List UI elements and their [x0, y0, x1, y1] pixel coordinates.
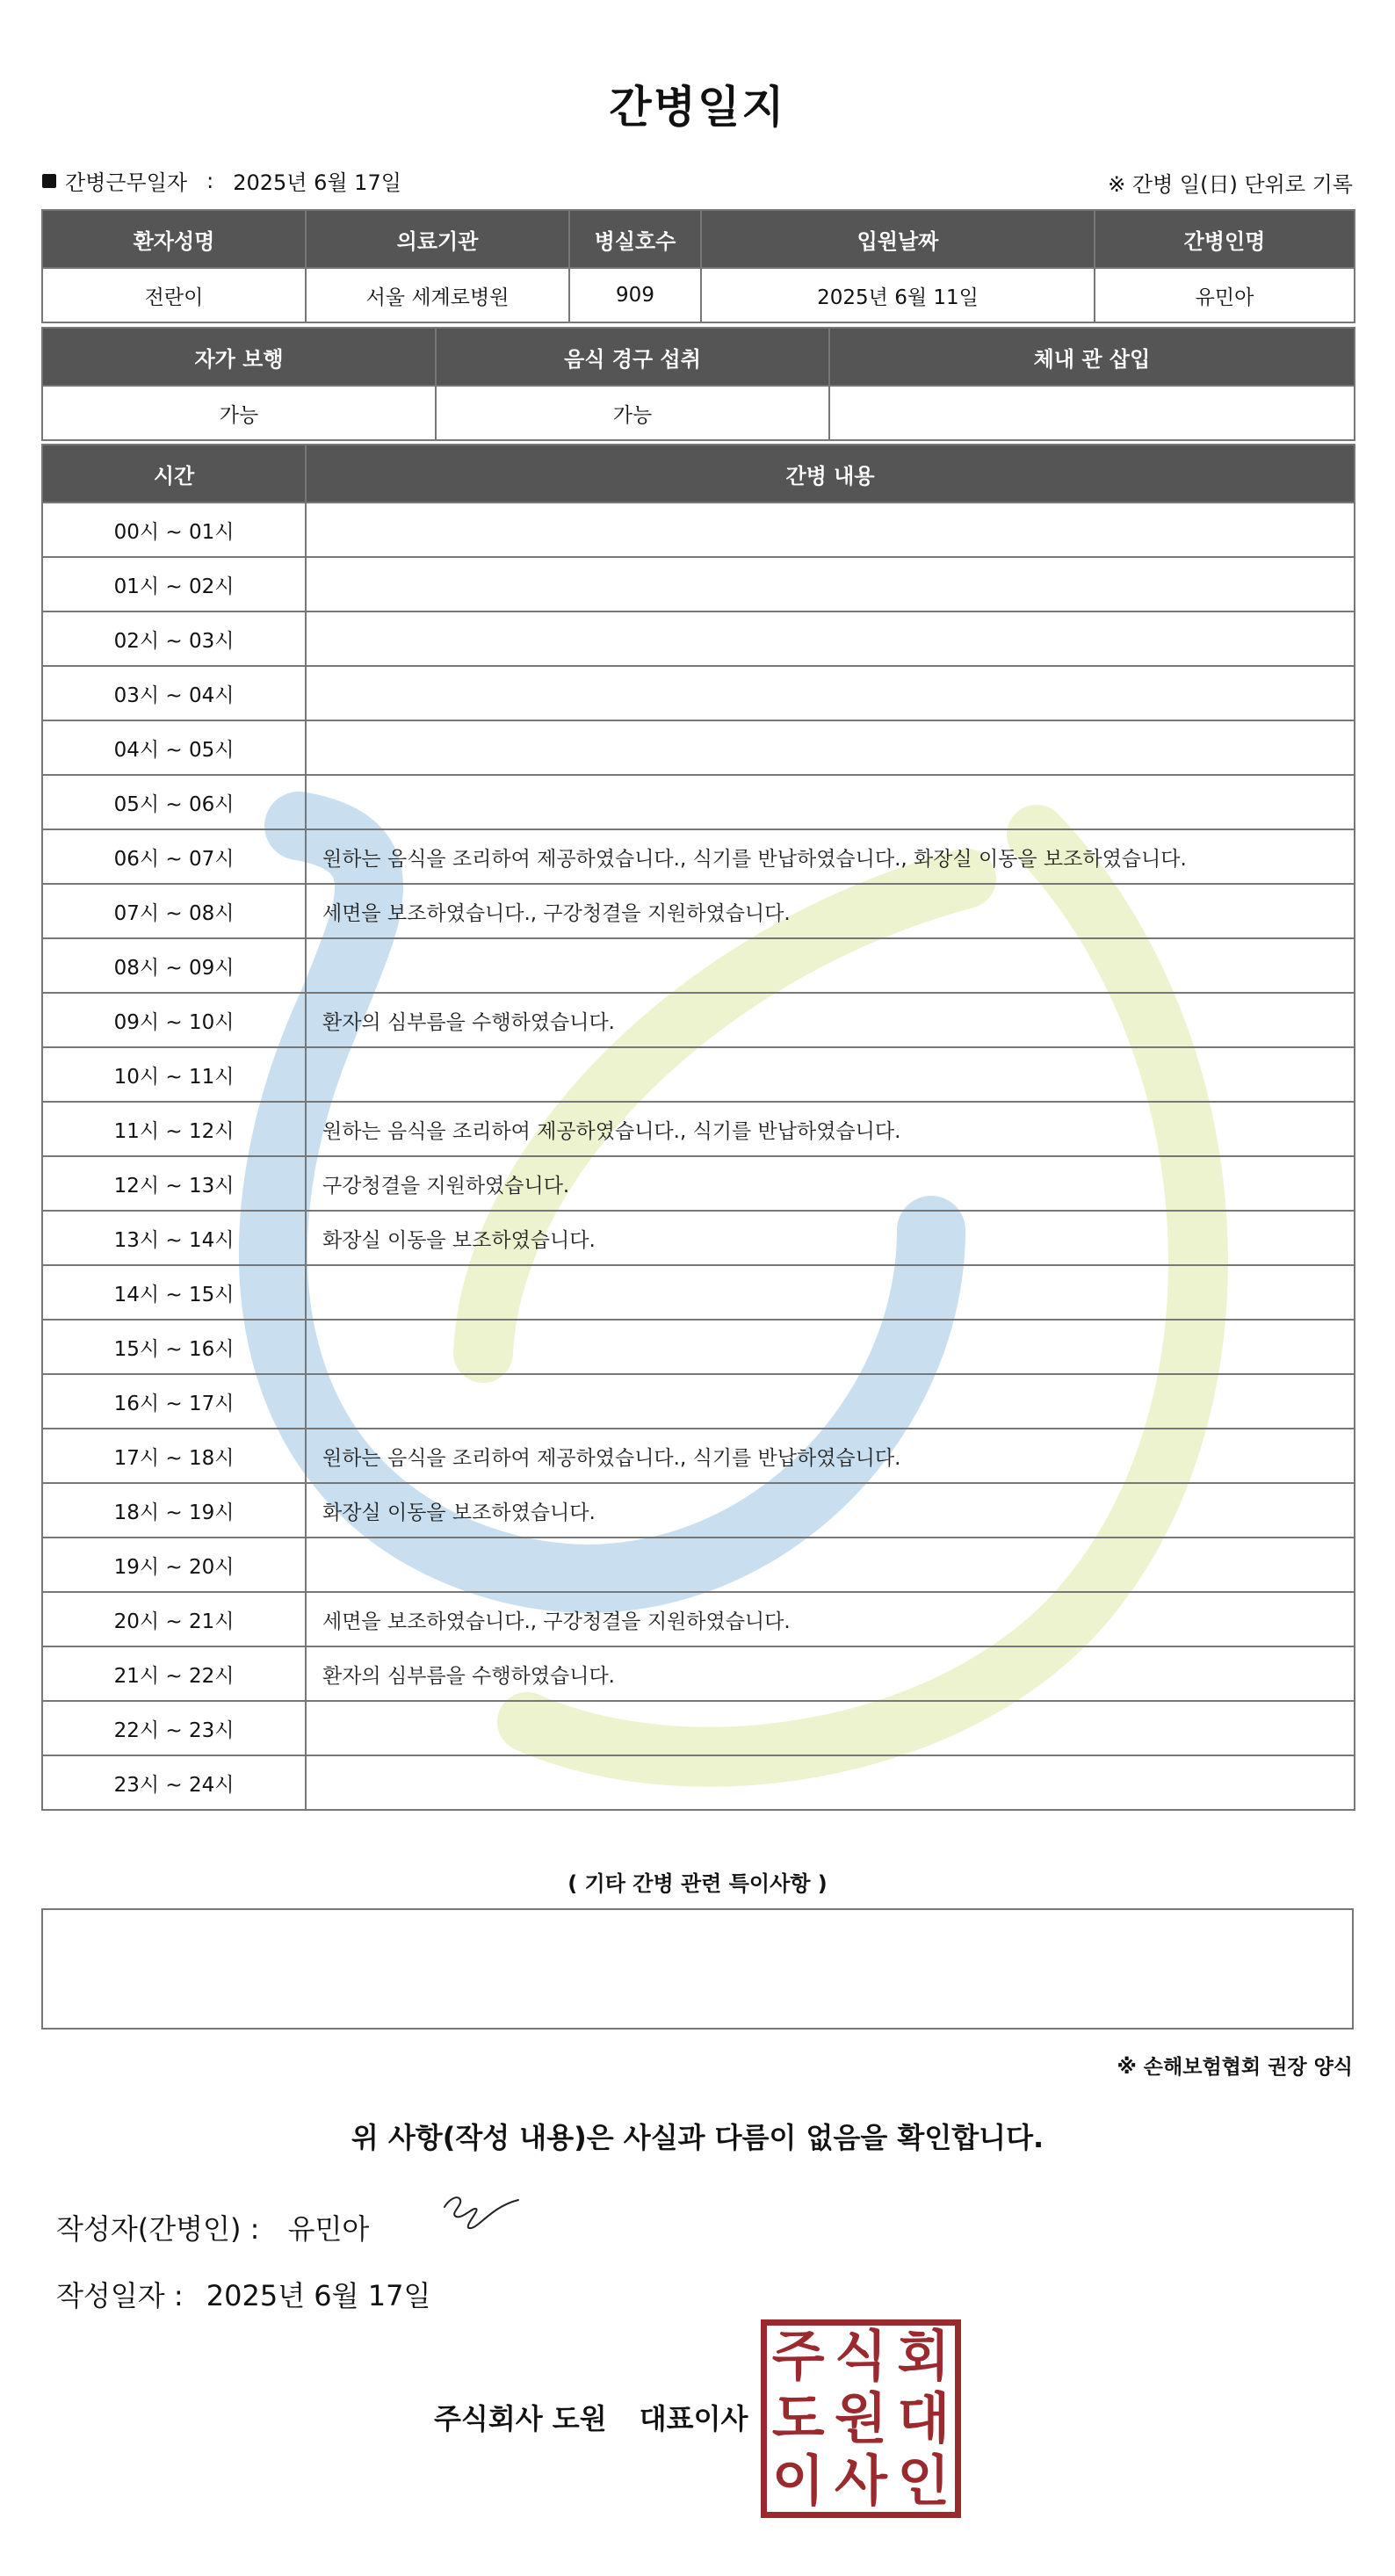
- patient-info-table: [41, 209, 1355, 323]
- patient-info-header-row: [42, 210, 1355, 268]
- care-log-content: [306, 611, 1355, 666]
- care-log-content: [306, 503, 1355, 557]
- care-log-time: 12시 ~ 13시: [42, 1156, 306, 1211]
- care-log-content: [306, 557, 1355, 611]
- care-log-row: [42, 1047, 1355, 1102]
- confirmation-statement: 위 사항(작성 내용)은 사실과 다름이 없음을 확인합니다.: [351, 2121, 1044, 2154]
- document-title: 간병일지: [609, 82, 786, 133]
- care-log-time: 03시 ~ 04시: [42, 666, 306, 720]
- care-log-time: 09시 ~ 10시: [42, 993, 306, 1047]
- tube-insertion-value: [829, 386, 1355, 440]
- care-log-time: 01시 ~ 02시: [42, 557, 306, 611]
- writer-line: [56, 2207, 369, 2247]
- care-log-time: 10시 ~ 11시: [42, 1047, 306, 1102]
- care-log-time: 05시 ~ 06시: [42, 775, 306, 829]
- seal-character: 식: [835, 2324, 887, 2389]
- care-log-content: 원하는 음식을 조리하여 제공하였습니다., 식기를 반납하였습니다.: [306, 1429, 1355, 1483]
- seal-character: 이: [771, 2448, 825, 2513]
- care-log-content: 화장실 이동을 보조하였습니다.: [306, 1211, 1355, 1265]
- care-log-time: 15시 ~ 16시: [42, 1320, 306, 1374]
- work-date-separator: :: [206, 168, 214, 193]
- care-log-time: 06시 ~ 07시: [42, 829, 306, 884]
- care-log-content: 환자의 심부름을 수행하였습니다.: [306, 1646, 1355, 1701]
- patient-status-value-row: [42, 386, 1355, 440]
- patient-status-table: [41, 327, 1355, 441]
- signature-mark: [437, 2188, 525, 2240]
- care-log-row: [42, 829, 1355, 884]
- seal-character: 도: [771, 2385, 825, 2450]
- care-log-row: [42, 1102, 1355, 1156]
- company-seal-stamp: [761, 2319, 961, 2518]
- caregiver-name: 유민아: [1095, 268, 1355, 322]
- care-log-row: [42, 1265, 1355, 1320]
- care-log-time: 00시 ~ 01시: [42, 503, 306, 557]
- header-care-content: 간병 내용: [306, 445, 1355, 503]
- other-notes-box: [41, 1908, 1354, 2030]
- seal-character: 대: [897, 2385, 950, 2450]
- header-tube-insertion: 체내 관 삽입: [829, 328, 1355, 386]
- care-log-row: [42, 775, 1355, 829]
- care-log-table: [41, 444, 1355, 1811]
- patient-name: 전란이: [42, 268, 306, 322]
- care-log-time: 02시 ~ 03시: [42, 611, 306, 666]
- care-log-content: [306, 1047, 1355, 1102]
- company-title: 대표이사: [639, 2402, 748, 2435]
- header-self-walking: 자가 보행: [42, 328, 436, 386]
- care-log-content: [306, 1701, 1355, 1755]
- unit-note: ※ 간병 일(日) 단위로 기록: [1108, 172, 1353, 197]
- care-log-content: [306, 1538, 1355, 1592]
- write-date-label: 작성일자 :: [56, 2279, 184, 2312]
- care-log-row: [42, 884, 1355, 938]
- care-log-row: [42, 557, 1355, 611]
- company-name: 주식회사 도원: [434, 2402, 607, 2435]
- self-walking-value: 가능: [42, 386, 436, 440]
- recommendation-note: ※ 손해보험협회 권장 양식: [1117, 2056, 1353, 2079]
- care-log-row: [42, 1646, 1355, 1701]
- care-log-content: 원하는 음식을 조리하여 제공하였습니다., 식기를 반납하였습니다.: [306, 1102, 1355, 1156]
- care-log-row: [42, 1538, 1355, 1592]
- seal-character: 주: [771, 2324, 825, 2389]
- care-log-content: [306, 775, 1355, 829]
- header-oral-intake: 음식 경구 섭취: [436, 328, 829, 386]
- care-log-time: 16시 ~ 17시: [42, 1374, 306, 1429]
- care-log-time: 04시 ~ 05시: [42, 720, 306, 775]
- header-caregiver-name: 간병인명: [1095, 210, 1355, 268]
- care-log-row: [42, 1483, 1355, 1538]
- writer-name: 유민아: [287, 2212, 370, 2246]
- care-log-row: [42, 1156, 1355, 1211]
- care-log-content: 세면을 보조하였습니다., 구강청결을 지원하였습니다.: [306, 884, 1355, 938]
- patient-status-header-row: [42, 328, 1355, 386]
- work-date-label: 간병근무일자: [65, 170, 188, 195]
- write-date-line: [56, 2274, 430, 2314]
- care-log-header-row: [42, 445, 1355, 503]
- other-notes-title: ( 기타 간병 관련 특이사항 ): [567, 1871, 828, 1896]
- care-log-time: 13시 ~ 14시: [42, 1211, 306, 1265]
- header-admission-date: 입원날짜: [701, 210, 1095, 268]
- care-log-time: 17시 ~ 18시: [42, 1429, 306, 1483]
- care-log-body: [42, 503, 1355, 1810]
- care-log-row: [42, 720, 1355, 775]
- care-log-row: [42, 938, 1355, 993]
- seal-character: 원: [835, 2385, 887, 2450]
- care-log-row: [42, 1755, 1355, 1810]
- care-log-content: 환자의 심부름을 수행하였습니다.: [306, 993, 1355, 1047]
- work-date-line: [42, 165, 401, 196]
- care-log-time: 19시 ~ 20시: [42, 1538, 306, 1592]
- care-log-content: [306, 1265, 1355, 1320]
- header-time: 시간: [42, 445, 306, 503]
- care-log-time: 11시 ~ 12시: [42, 1102, 306, 1156]
- care-log-row: [42, 503, 1355, 557]
- care-log-row: [42, 1429, 1355, 1483]
- patient-info-value-row: [42, 268, 1355, 322]
- writer-label: 작성자(간병인) :: [56, 2212, 260, 2246]
- care-log-row: [42, 1701, 1355, 1755]
- seal-character: 사: [835, 2448, 887, 2513]
- header-room: 병실호수: [569, 210, 701, 268]
- care-log-row: [42, 1211, 1355, 1265]
- hospital-name: 서울 세계로병원: [306, 268, 569, 322]
- care-log-row: [42, 666, 1355, 720]
- care-log-content: [306, 720, 1355, 775]
- care-log-content: [306, 666, 1355, 720]
- care-log-content: 원하는 음식을 조리하여 제공하였습니다., 식기를 반납하였습니다., 화장실 이동을 보조하였습니다.: [306, 829, 1355, 884]
- care-log-time: 20시 ~ 21시: [42, 1592, 306, 1646]
- care-log-row: [42, 611, 1355, 666]
- care-log-content: [306, 1755, 1355, 1810]
- care-log-content: [306, 938, 1355, 993]
- care-log-time: 07시 ~ 08시: [42, 884, 306, 938]
- seal-character: 회: [897, 2324, 950, 2389]
- care-log-content: [306, 1320, 1355, 1374]
- work-date-value: 2025년 6월 17일: [233, 170, 401, 195]
- oral-intake-value: 가능: [436, 386, 829, 440]
- admission-date: 2025년 6월 11일: [701, 268, 1095, 322]
- care-log-content: 세면을 보조하였습니다., 구강청결을 지원하였습니다.: [306, 1592, 1355, 1646]
- care-log-time: 14시 ~ 15시: [42, 1265, 306, 1320]
- care-log-row: [42, 1374, 1355, 1429]
- care-log-content: 화장실 이동을 보조하였습니다.: [306, 1483, 1355, 1538]
- care-log-row: [42, 1592, 1355, 1646]
- header-patient-name: 환자성명: [42, 210, 306, 268]
- care-log-time: 18시 ~ 19시: [42, 1483, 306, 1538]
- company-line: [434, 2397, 748, 2437]
- write-date-value: 2025년 6월 17일: [206, 2279, 431, 2312]
- care-log-time: 23시 ~ 24시: [42, 1755, 306, 1810]
- room-number: 909: [569, 268, 701, 322]
- header-hospital: 의료기관: [306, 210, 569, 268]
- bullet-square-icon: [42, 174, 56, 188]
- seal-character: 인: [897, 2448, 950, 2513]
- care-log-row: [42, 1320, 1355, 1374]
- care-log-content: [306, 1374, 1355, 1429]
- care-log-time: 22시 ~ 23시: [42, 1701, 306, 1755]
- care-log-row: [42, 993, 1355, 1047]
- care-log-content: 구강청결을 지원하였습니다.: [306, 1156, 1355, 1211]
- care-log-time: 21시 ~ 22시: [42, 1646, 306, 1701]
- care-log-time: 08시 ~ 09시: [42, 938, 306, 993]
